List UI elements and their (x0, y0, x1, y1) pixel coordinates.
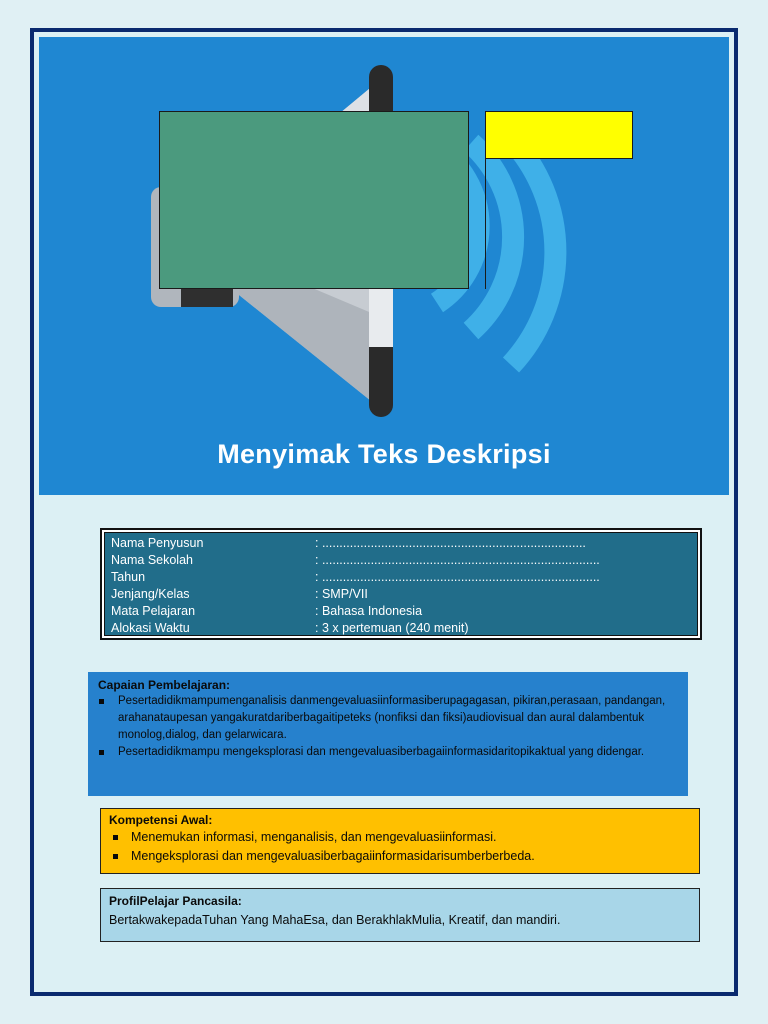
section-title: ProfilPelajar Pancasila: (109, 894, 242, 908)
bullet-square-icon (113, 835, 118, 840)
table-row (111, 552, 697, 569)
identity-table (100, 528, 702, 640)
row-value: : 3 x pertemuan (240 menit) (315, 621, 469, 635)
bullet-square-icon (99, 699, 104, 704)
bullet-list (109, 828, 691, 866)
list-item: Mengeksplorasi dan mengevaluasiberbagaiinformasidarisumberberbeda. (109, 847, 691, 866)
kompetensi-awal-box (100, 808, 700, 874)
section-body: BertakwakepadaTuhan Yang MahaEsa, dan BerakhlakMulia, Kreatif, dan mandiri. (109, 913, 561, 927)
row-value: : SMP/VII (315, 587, 368, 601)
image-placeholder-box (159, 111, 469, 289)
page-title: Menyimak Teks Deskripsi (217, 439, 551, 469)
bullet-list (98, 693, 678, 761)
section-title: Kompetensi Awal: (109, 813, 213, 827)
row-value: : ............................................................................ (315, 536, 586, 550)
bullet-square-icon (113, 854, 118, 859)
row-label: Mata Pelajaran (111, 604, 196, 618)
table-row (111, 535, 697, 552)
row-label: Nama Penyusun (111, 536, 204, 550)
table-row (111, 620, 697, 637)
bullet-square-icon (99, 750, 104, 755)
row-label: Nama Sekolah (111, 553, 193, 567)
list-item: Menemukan informasi, menganalisis, dan mengevaluasiinformasi. (109, 828, 691, 847)
row-label: Alokasi Waktu (111, 621, 190, 635)
document-frame (30, 28, 738, 996)
section-title: Capaian Pembelajaran: (98, 678, 231, 692)
cover-banner (39, 37, 729, 495)
row-label: Jenjang/Kelas (111, 587, 190, 601)
table-row (111, 603, 697, 620)
profil-pelajar-box (100, 888, 700, 942)
row-value: : Bahasa Indonesia (315, 604, 423, 618)
list-item: Pesertadidikmampumenganalisis danmengevaluasiinformasiberupagagasan, pikiran,perasaan, pandangan, arahanataupesan yangakuratdariberbagaitipeteks (nonfiksi dan fiksi)audiovisual dan aural dalambentuk monolog,dialog, dan gelarwicara. (98, 693, 678, 744)
list-item: Pesertadidikmampu mengeksplorasi dan mengevaluasiberbagaiinformasidaritopikaktual yang didengar. (98, 744, 678, 761)
row-value: : ................................................................................ (315, 553, 600, 567)
divider-line (485, 157, 486, 289)
row-label: Tahun (111, 570, 146, 584)
table-row (111, 569, 697, 586)
capaian-pembelajaran-box (88, 672, 688, 796)
highlight-placeholder-box (485, 111, 633, 159)
table-row (111, 586, 697, 603)
row-value: : ................................................................................ (315, 570, 600, 584)
